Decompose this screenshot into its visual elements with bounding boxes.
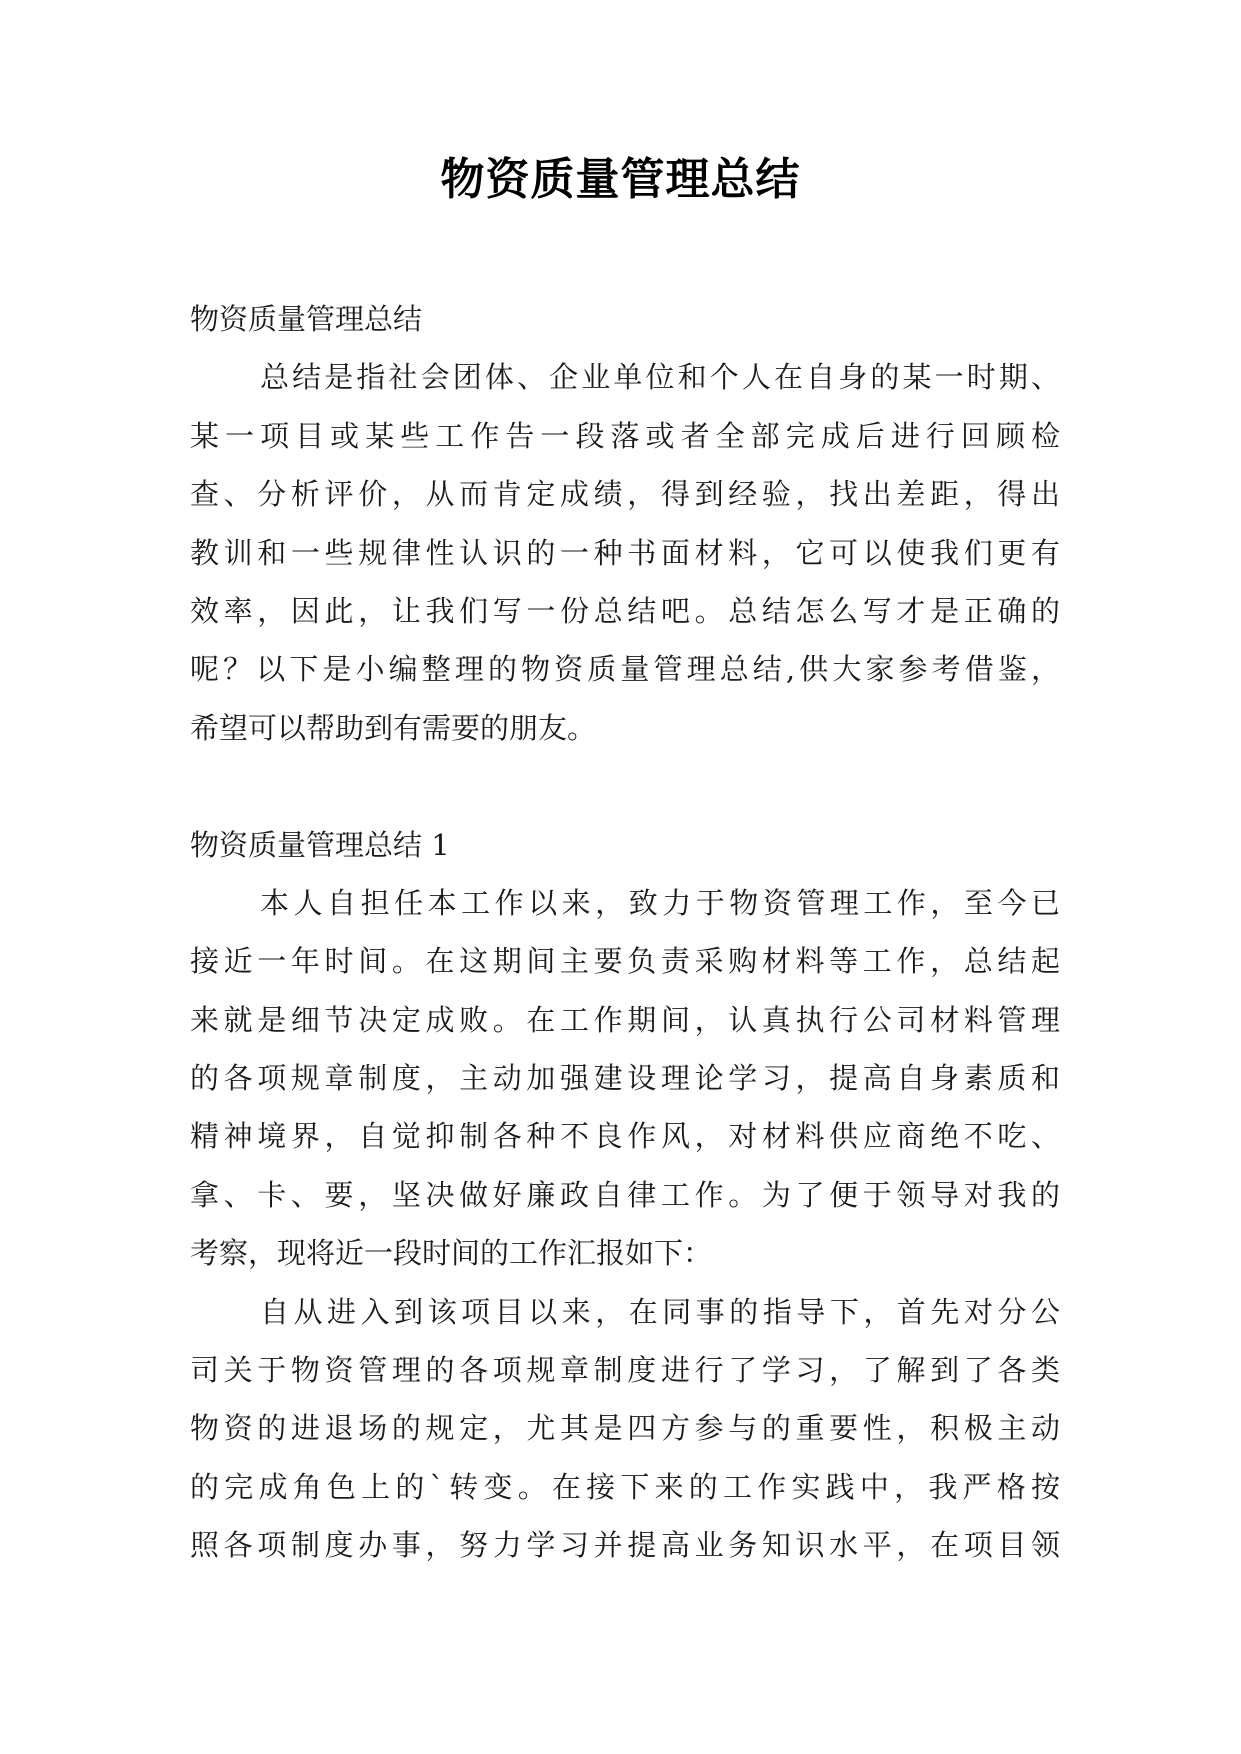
- section1-p2-line: 照各项制度办事，努力学习并提高业务知识水平，在项目领: [190, 1528, 1060, 1563]
- intro-line: 呢？以下是小编整理的物资质量管理总结,供大家参考借鉴，: [190, 652, 1060, 687]
- intro-line: 效率，因此，让我们写一份总结吧。总结怎么写才是正确的: [190, 593, 1060, 628]
- document-title: 物资质量管理总结: [440, 154, 801, 205]
- section1-p1-line: 来就是细节决定成败。在工作期间，认真执行公司材料管理: [190, 1002, 1060, 1037]
- section1-p2-line: 自从进入到该项目以来，在同事的指导下，首先对分公: [260, 1294, 1060, 1329]
- intro-line: 某一项目或某些工作告一段落或者全部完成后进行回顾检: [190, 418, 1060, 453]
- intro-line: 希望可以帮助到有需要的朋友。: [190, 710, 597, 745]
- section1-p2-line: 的完成角色上的`转变。在接下来的工作实践中，我严格按: [190, 1469, 1060, 1504]
- section1-p1-line: 精神境界，自觉抑制各种不良作风，对材料供应商绝不吃、: [190, 1119, 1060, 1154]
- intro-line: 查、分析评价，从而肯定成绩，得到经验，找出差距，得出: [190, 477, 1060, 512]
- intro-line: 教训和一些规律性认识的一种书面材料，它可以使我们更有: [190, 535, 1060, 570]
- intro-heading: 物资质量管理总结: [190, 302, 423, 336]
- section1-p1-line: 考察，现将近一段时间的工作汇报如下：: [190, 1236, 713, 1271]
- section1-p1-line: 接近一年时间。在这期间主要负责采购材料等工作，总结起: [190, 944, 1060, 979]
- section-spacer: [190, 757, 1060, 815]
- section1-heading: 物资质量管理总结 1: [190, 827, 450, 862]
- section1-p1-line: 的各项规章制度，主动加强建设理论学习，提高自身素质和: [190, 1061, 1060, 1096]
- section1-p1-line: 拿、卡、要，坚决做好廉政自律工作。为了便于领导对我的: [190, 1177, 1060, 1212]
- document-body: [190, 290, 1060, 1575]
- intro-line: 总结是指社会团体、企业单位和个人在自身的某一时期、: [260, 360, 1060, 395]
- section1-p2-line: 物资的进退场的规定，尤其是四方参与的重要性，积极主动: [190, 1411, 1060, 1446]
- section1-p2-line: 司关于物资管理的各项规章制度进行了学习，了解到了各类: [190, 1353, 1060, 1388]
- section1-p1-line: 本人自担任本工作以来，致力于物资管理工作，至今已: [260, 885, 1060, 920]
